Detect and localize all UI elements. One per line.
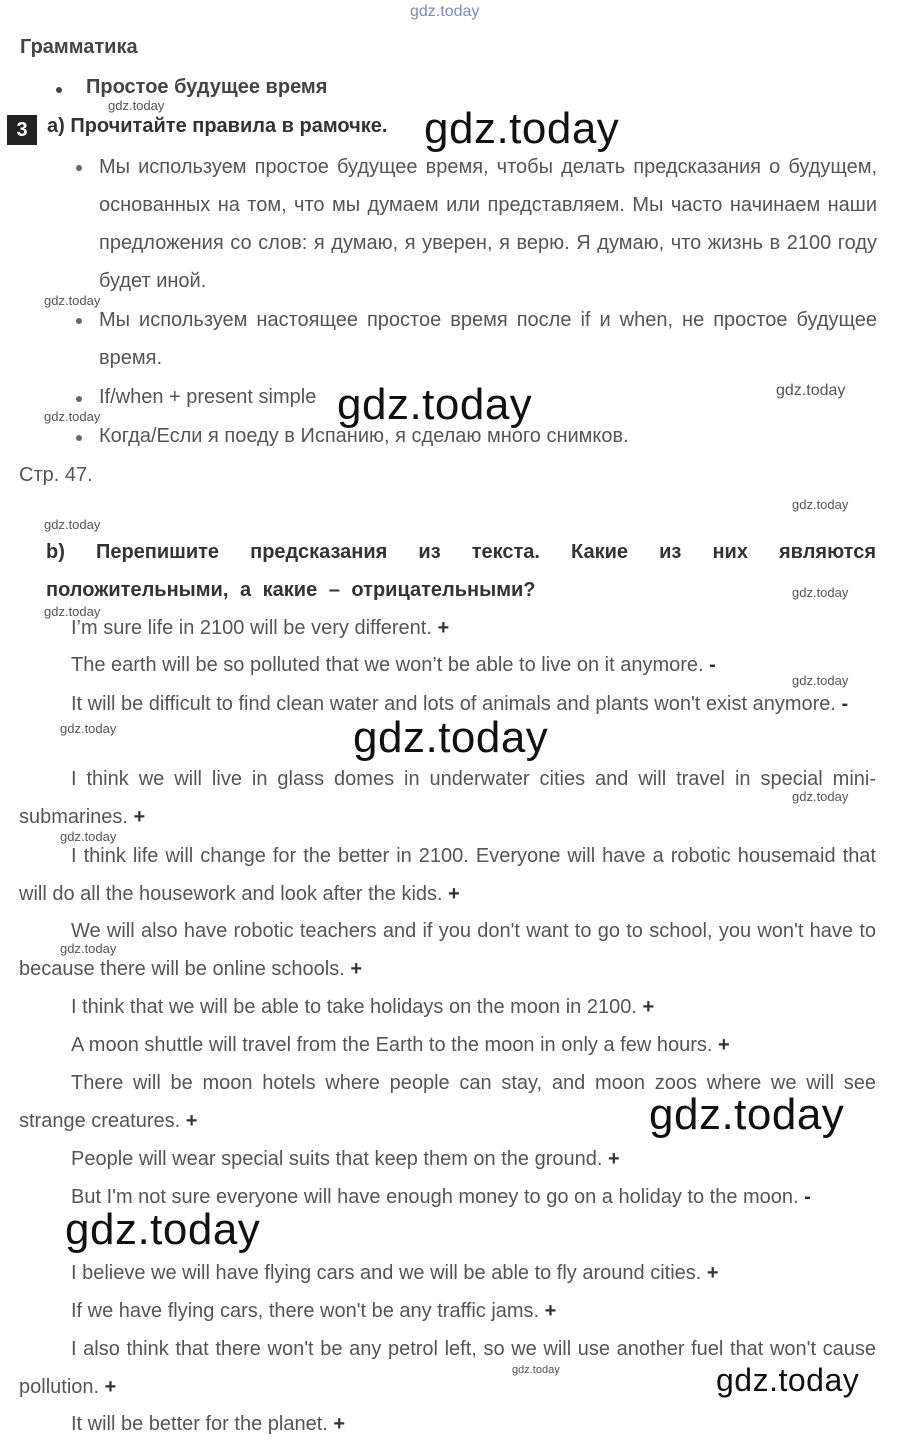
answer-text: A moon shuttle will travel from the Earth to the moon in only a few hours. [71,1034,713,1056]
answer-line [19,837,876,913]
answer-mark: + [133,806,146,828]
answer-mark: + [333,1413,346,1435]
answer-line [19,646,876,684]
watermark: gdz.today [512,1364,560,1376]
answer-text: But I'm not sure everyone will have enough money to go on a holiday to the moon. [71,1186,799,1208]
bullet-icon [56,87,62,93]
answer-mark: + [607,1148,620,1170]
watermark-large: gdz.today [424,104,620,153]
answer-text: I think life will change for the better in 2100. Everyone will have a robotic housemaid that will do all the housework and look after the kids. [19,845,876,905]
watermark: gdz.today [60,941,117,956]
rule-item: Мы используем настоящее простое время после if и when, не простое будущее время. [99,309,877,369]
answer-text: I believe we will have flying cars and we will be able to fly around cities. [71,1262,702,1284]
answer-mark: + [437,617,450,639]
task-b-heading: b) Перепишите предсказания из текста. Какие из них являются положительными, а какие – отрицательными? [46,541,876,601]
task-a-heading: а) Прочитайте правила в рамочке. [47,115,388,137]
bullet-icon [76,165,82,171]
answer-line [19,1292,876,1330]
answer-mark: + [185,1110,198,1132]
answer-line [19,1140,876,1178]
watermark: gdz.today [776,382,846,399]
answer-text: The earth will be so polluted that we won’t be able to live on it anymore. [71,654,704,676]
answer-mark: - [709,654,716,676]
answer-mark: - [841,693,849,715]
answer-mark: + [104,1376,117,1398]
topic-heading: Простое будущее время [86,76,328,98]
watermark-large: gdz.today [337,380,533,429]
bullet-icon [76,318,82,324]
answer-text: I think we will live in glass domes in underwater cities and will travel in special mini-submarines. [19,768,876,828]
answer-line [19,760,876,836]
answer-line [19,1405,876,1443]
answer-text: It will be better for the planet. [71,1413,328,1435]
watermark: gdz.today [44,604,101,619]
answer-text: I’m sure life in 2100 will be very different. [71,617,432,639]
answer-line [19,1026,876,1064]
answer-line [19,912,876,988]
watermark: gdz.today [792,497,849,512]
answer-text: People will wear special suits that keep them on the ground. [71,1148,603,1170]
watermark-large: gdz.today [649,1090,845,1139]
watermark: gdz.today [108,98,165,113]
answer-text: We will also have robotic teachers and if you don't want to go to school, you won't have to because there will be online schools. [19,920,876,980]
site-header-link[interactable]: gdz.today [410,3,480,20]
watermark: gdz.today [44,409,101,424]
answer-mark: + [448,883,460,905]
page-reference: Стр. 47. [19,464,93,486]
answer-mark: + [544,1300,557,1322]
watermark-large: gdz.today [353,713,549,762]
watermark-large: gdz.today [716,1362,860,1398]
answer-text: I think that we will be able to take holidays on the moon in 2100. [71,996,637,1018]
rule-item: If/when + present simple [99,386,317,408]
answer-mark: + [642,996,655,1018]
answer-mark: + [718,1034,730,1056]
answer-mark: + [706,1262,719,1284]
watermark: gdz.today [44,293,101,308]
answer-line [19,988,876,1026]
answer-text: There will be moon hotels where people can stay, and moon zoos where we will see strange creatures. [19,1072,876,1132]
watermark: gdz.today [44,517,101,532]
watermark-large: gdz.today [65,1205,261,1254]
watermark: gdz.today [792,673,849,688]
answer-mark: + [350,958,363,980]
section-title: Грамматика [20,36,138,58]
answer-line [19,1254,876,1292]
watermark: gdz.today [60,721,117,736]
bullet-icon [76,396,82,402]
rule-item: Мы используем простое будущее время, чтобы делать предсказания о будущем, основанных на том, что мы думаем или представляем. Мы часто начинаем наши предложения со слов: я думаю, я уверен, я верю. Я думаю, что жизнь в 2100 году будет иной. [99,156,877,292]
bullet-icon [76,435,82,441]
watermark: gdz.today [792,789,849,804]
answer-text: It will be difficult to find clean water and lots of animals and plants won't exist anymore. [71,693,836,715]
rule-item: Когда/Если я поеду в Испанию, я сделаю много снимков. [99,425,629,447]
watermark: gdz.today [60,829,117,844]
watermark: gdz.today [792,585,849,600]
answer-text: If we have flying cars, there won't be any traffic jams. [71,1300,540,1322]
answer-text: I also think that there won't be any petrol left, so we will use another fuel that won't cause pollution. [19,1338,876,1398]
answer-line [19,609,876,647]
exercise-number-badge: 3 [7,115,37,145]
answer-mark: - [804,1186,811,1208]
